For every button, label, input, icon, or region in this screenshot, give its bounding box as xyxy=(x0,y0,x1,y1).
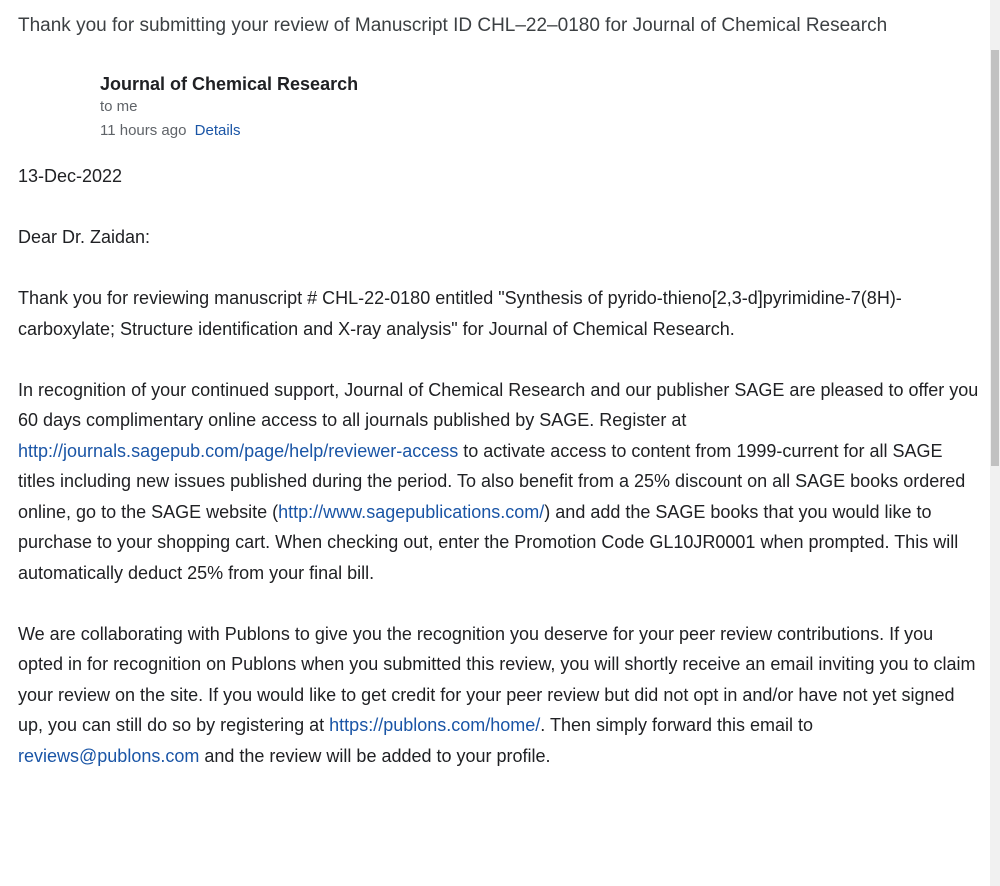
email-subject: Thank you for submitting your review of Manuscript ID CHL–22–0180 for Journal of Chemical Research xyxy=(18,15,888,36)
publons-home-link[interactable]: https://publons.com/home/ xyxy=(329,715,541,735)
paragraph-publons xyxy=(18,619,982,772)
sender-name[interactable]: Journal of Chemical Research xyxy=(100,74,359,94)
message-meta xyxy=(100,121,358,141)
reviewer-access-link[interactable]: http://journals.sagepub.com/page/help/reviewer-access xyxy=(18,440,459,461)
paragraph-text: to activate access to content from 1999-current for all SAGE titles including new issues published during the period. To also benefit from a 25% discount on all SAGE books ordered online, go to the SAGE website ( xyxy=(18,440,966,522)
paragraph-text: ) and add the SAGE books that you would like to purchase to your shopping cart. When checking out, enter the Promotion Code GL10JR0001 when prompted. This will automatically deduct 25% from your final bill. xyxy=(18,501,959,583)
details-link[interactable]: Details xyxy=(194,122,241,139)
paragraph-text: . Then simply forward this email to xyxy=(540,715,814,735)
letter-greeting: Dear Dr. Zaidan: xyxy=(18,227,151,247)
email-body xyxy=(18,161,982,771)
publons-email-link[interactable]: reviews@publons.com xyxy=(18,745,200,766)
letter-date: 13-Dec-2022 xyxy=(18,166,123,186)
scrollbar-thumb[interactable] xyxy=(991,50,999,466)
paragraph-sage-access xyxy=(18,375,982,589)
sender-block xyxy=(100,72,358,141)
sage-website-link[interactable]: http://www.sagepublications.com/ xyxy=(278,501,545,522)
paragraph-text: We are collaborating with Publons to give you the recognition you deserve for your peer review contributions. If you opted in for recognition on Publons when you submitted this review, you will shortly receive an email inviting you to claim your review on the site. If you would like to get credit for your peer review but did not opt in and/or have not yet signed up, you can still do so by registering at xyxy=(18,623,976,735)
paragraph-text: In recognition of your continued support, Journal of Chemical Research and our publisher SAGE are pleased to offer you 60 days complimentary online access to all journals published by SAGE. Register at xyxy=(18,379,979,430)
vertical-scrollbar[interactable] xyxy=(990,0,1000,886)
paragraph-text: and the review will be added to your profile. xyxy=(199,745,551,766)
message-time: 11 hours ago xyxy=(100,122,187,139)
paragraph-review-thanks: Thank you for reviewing manuscript # CHL-22-0180 entitled "Synthesis of pyrido-thieno[2,3-d]pyrimidine-7(8H)-carboxylate; Structure identification and X-ray analysis" for Journal of Chemical Research. xyxy=(18,288,902,339)
recipient-label: to me xyxy=(100,98,138,115)
